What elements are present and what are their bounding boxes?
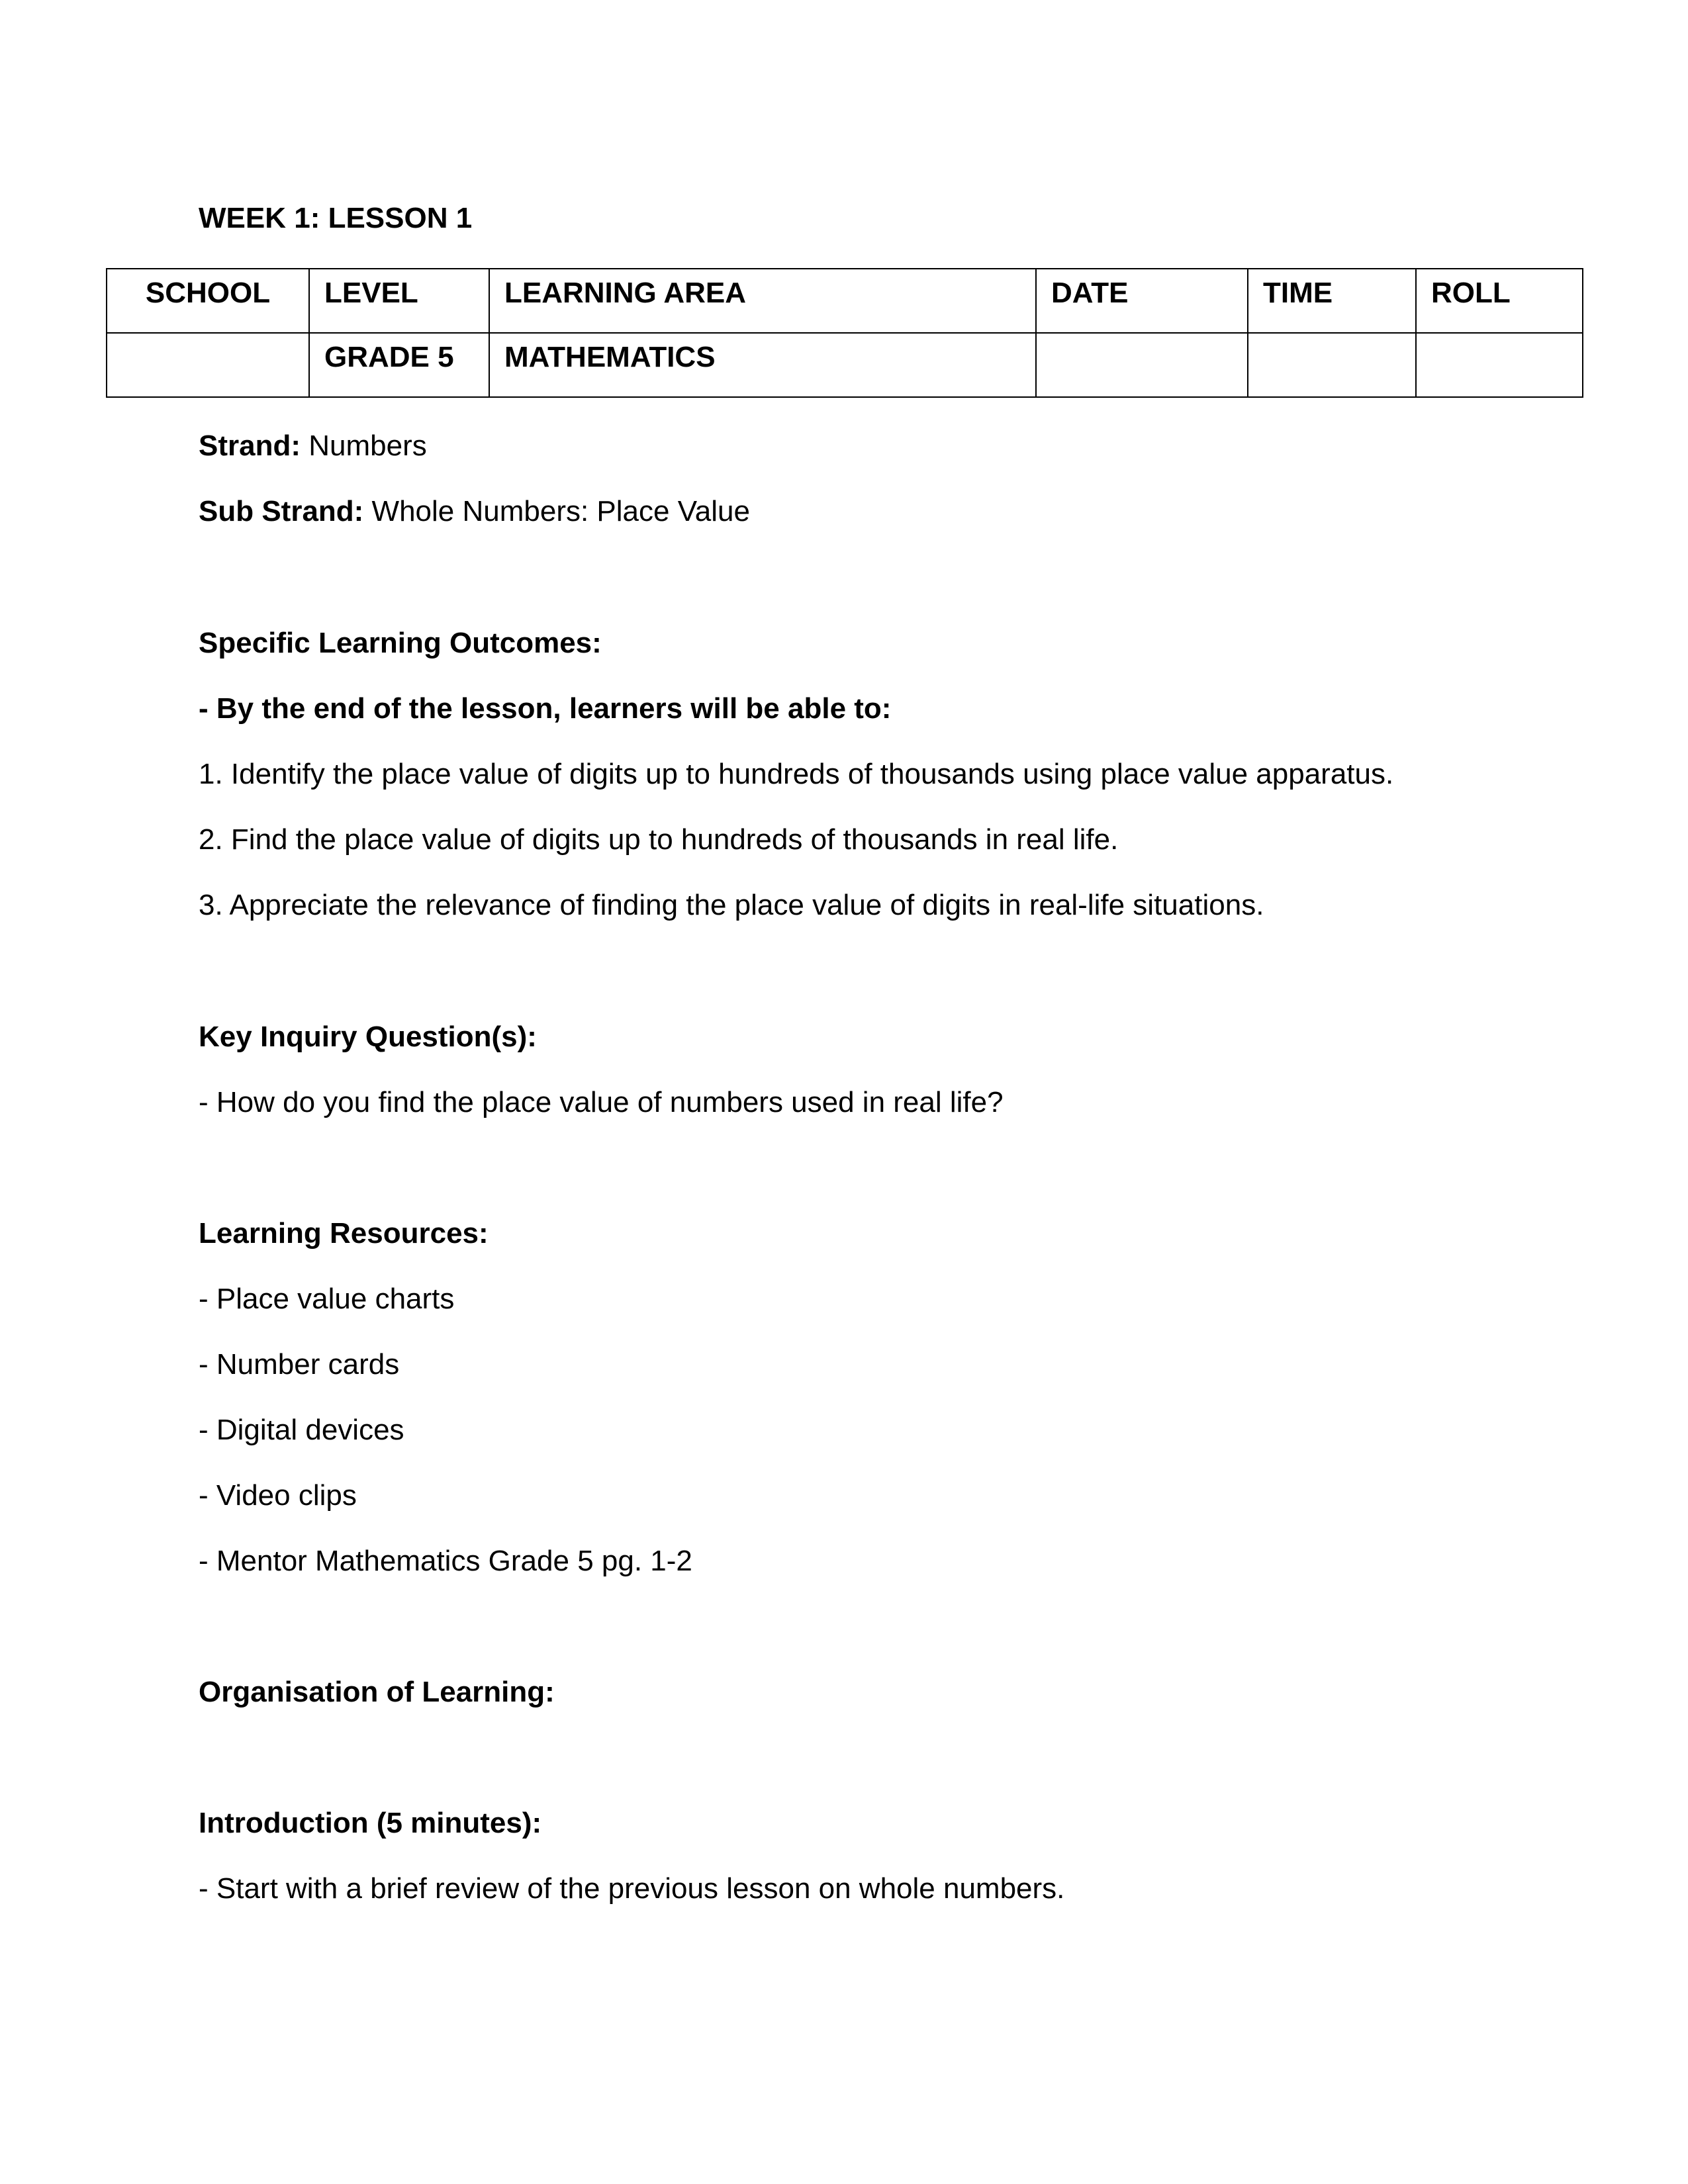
introduction-title: Introduction (5 minutes): — [199, 1807, 542, 1839]
inquiry-title: Key Inquiry Question(s): — [199, 1021, 537, 1053]
lesson-info-table — [106, 268, 1583, 398]
inquiry-item: - How do you find the place value of numbers used in real life? — [199, 1086, 1004, 1118]
cell-time — [1248, 333, 1416, 397]
cell-learning-area: MATHEMATICS — [489, 333, 1036, 397]
resource-item: - Mentor Mathematics Grade 5 pg. 1-2 — [199, 1545, 692, 1577]
header-learning-area: LEARNING AREA — [489, 269, 1036, 333]
sub-strand-value: Whole Numbers: Place Value — [363, 495, 750, 527]
strand-value: Numbers — [301, 430, 427, 462]
outcome-item: 3. Appreciate the relevance of finding the place value of digits in real-life situations. — [199, 889, 1264, 921]
outcome-item: 1. Identify the place value of digits up to hundreds of thousands using place value apparatus. — [199, 758, 1394, 790]
header-date: DATE — [1036, 269, 1248, 333]
cell-level: GRADE 5 — [309, 333, 489, 397]
resource-item: - Place value charts — [199, 1283, 455, 1315]
sub-strand-line — [199, 493, 750, 530]
header-school: SCHOOL — [107, 269, 309, 333]
resource-item: - Number cards — [199, 1348, 400, 1381]
cell-roll — [1416, 333, 1583, 397]
outcome-item: 2. Find the place value of digits up to hundreds of thousands in real life. — [199, 823, 1119, 856]
lesson-heading: WEEK 1: LESSON 1 — [199, 202, 473, 234]
resource-item: - Digital devices — [199, 1414, 404, 1446]
strand-label: Strand: — [199, 430, 301, 462]
cell-school — [107, 333, 309, 397]
table-row — [107, 333, 1583, 397]
header-level: LEVEL — [309, 269, 489, 333]
strand-line — [199, 428, 427, 465]
outcomes-intro: - By the end of the lesson, learners will be able to: — [199, 692, 892, 725]
resources-title: Learning Resources: — [199, 1217, 489, 1250]
sub-strand-label: Sub Strand: — [199, 495, 364, 527]
header-time: TIME — [1248, 269, 1416, 333]
header-roll: ROLL — [1416, 269, 1583, 333]
resource-item: - Video clips — [199, 1479, 357, 1512]
cell-date — [1036, 333, 1248, 397]
organisation-title: Organisation of Learning: — [199, 1676, 555, 1708]
table-header-row — [107, 269, 1583, 333]
outcomes-title: Specific Learning Outcomes: — [199, 627, 602, 659]
introduction-item: - Start with a brief review of the previous lesson on whole numbers. — [199, 1872, 1065, 1905]
